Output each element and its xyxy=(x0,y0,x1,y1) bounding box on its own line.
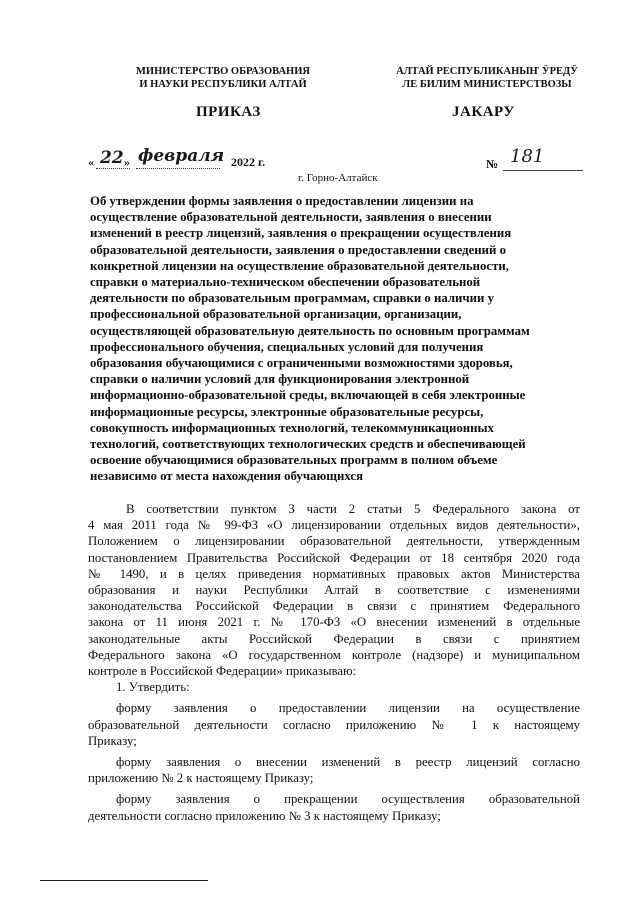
body-line: приложению № 2 к настоящему Приказу; xyxy=(88,771,314,786)
date-day-handwritten: 22 xyxy=(100,148,124,168)
ministry-name-ru xyxy=(128,65,318,91)
title-line: осуществляющей образовательную деятельность по основным программам xyxy=(90,323,530,338)
body-line: форму заявления о прекращении осуществления образовательной xyxy=(116,792,580,807)
body-line: Положением о лицензировании образовательной деятельности, утвержденным xyxy=(88,534,580,549)
title-line: профессиональной образовательной организации, организации, xyxy=(90,307,462,322)
order-subject-title xyxy=(90,193,580,485)
title-line: конкретной лицензии на осуществление образовательной деятельности, xyxy=(90,258,509,273)
body-line: № 1490, и в целях приведения нормативных правовых актов Министерства xyxy=(88,566,580,581)
order-body xyxy=(88,501,580,824)
title-line: технологий, соответствующих технологических средств и обеспечивающей xyxy=(90,437,526,452)
body-line: законодательства Российской Федерации в связи с принятием Федерального xyxy=(88,599,580,614)
date-quote-open: « xyxy=(88,155,94,169)
body-line: Приказу; xyxy=(88,733,137,748)
ministry-name-alt-line1: АЛТАЙ РЕСПУБЛИКАНЫҤ ӰРЕДӰ xyxy=(396,66,578,77)
body-line: 4 мая 2011 года № 99-ФЗ «О лицензировании отдельных видов деятельности», xyxy=(88,518,580,533)
ministry-name-alt xyxy=(382,65,592,91)
order-title-ru: ПРИКАЗ xyxy=(196,104,261,120)
title-line: освоение обучающимися образовательных программ в полном объеме xyxy=(90,453,498,468)
title-line: деятельности по образовательным программам, справки о наличии у xyxy=(90,291,494,306)
title-line: информационные ресурсы, электронные образовательные ресурсы, xyxy=(90,404,484,419)
body-line: деятельности согласно приложению № 3 к настоящему Приказу; xyxy=(88,808,441,823)
body-line: форму заявления о предоставлении лицензии на осуществление xyxy=(116,701,580,716)
title-line: справки о наличии условий для функционирования электронной xyxy=(90,372,470,387)
title-line: Об утверждении формы заявления о предоставлении лицензии на xyxy=(90,194,474,208)
title-line: осуществление образовательной деятельности, заявления о внесении xyxy=(90,210,492,225)
footer-rule xyxy=(40,880,208,881)
body-line: В соответствии пунктом 3 части 2 статьи 5 Федерального закона от xyxy=(126,502,580,516)
body-line: закона от 11 июня 2021 г. № 170-ФЗ «О внесении изменений в отдельные xyxy=(88,615,580,630)
ministry-name-ru-line2: И НАУКИ РЕСПУБЛИКИ АЛТАЙ xyxy=(139,79,307,90)
order-title-alt: JАКАРУ xyxy=(452,104,515,120)
date-year: 2022 г. xyxy=(231,155,266,169)
title-line: независимо от места нахождения обучающихся xyxy=(90,469,364,484)
body-line: форму заявления о внесении изменений в реестр лицензий согласно xyxy=(116,755,580,770)
order-number-handwritten: 181 xyxy=(510,146,545,167)
city-name: г. Горно-Алтайск xyxy=(298,172,378,184)
title-line: изменений в реестр лицензий, заявления о прекращении осуществления xyxy=(90,226,512,241)
title-line: справки о материально-техническом обеспечении образовательной xyxy=(90,275,481,290)
order-number-label: № xyxy=(486,157,499,171)
body-line: Федерального закона «О государственном контроле (надзоре) и муниципальном xyxy=(88,647,580,662)
title-line: образовательной деятельности, заявления о предоставлении сведений о xyxy=(90,242,507,257)
date-day-underline xyxy=(96,168,130,169)
title-line: образования обучающимися с ограниченными возможностями здоровья, xyxy=(90,356,513,371)
order-number-underline xyxy=(503,170,583,171)
date-month-handwritten: февраля xyxy=(138,146,225,166)
title-line: профессионального обучения, специальных условий для получения xyxy=(90,339,484,354)
body-line: образовательной деятельности согласно приложению № 1 к настоящему xyxy=(88,717,580,732)
body-line: образования и науки Республики Алтай в соответствие с изменениями xyxy=(88,583,580,598)
body-line: законодательные акты Российской Федерации в связи с принятием xyxy=(88,631,580,646)
date-month-underline xyxy=(136,168,220,169)
body-line: 1. Утвердить: xyxy=(116,680,190,695)
body-line: контроле в Российской Федерации» приказываю: xyxy=(88,664,357,679)
title-line: информационно-образовательной среды, включающей в себя электронные xyxy=(90,388,526,403)
ministry-name-alt-line2: ЛЕ БИЛИМ МИНИСТЕРСТВОЗЫ xyxy=(402,79,572,90)
date-quote-close: » xyxy=(124,155,130,169)
title-line: совокупность информационных технологий, телекоммуникационных xyxy=(90,420,494,435)
body-line: постановлением Правительства Российской Федерации от 18 сентября 2020 года xyxy=(88,550,580,565)
ministry-name-ru-line1: МИНИСТЕРСТВО ОБРАЗОВАНИЯ xyxy=(136,66,310,77)
